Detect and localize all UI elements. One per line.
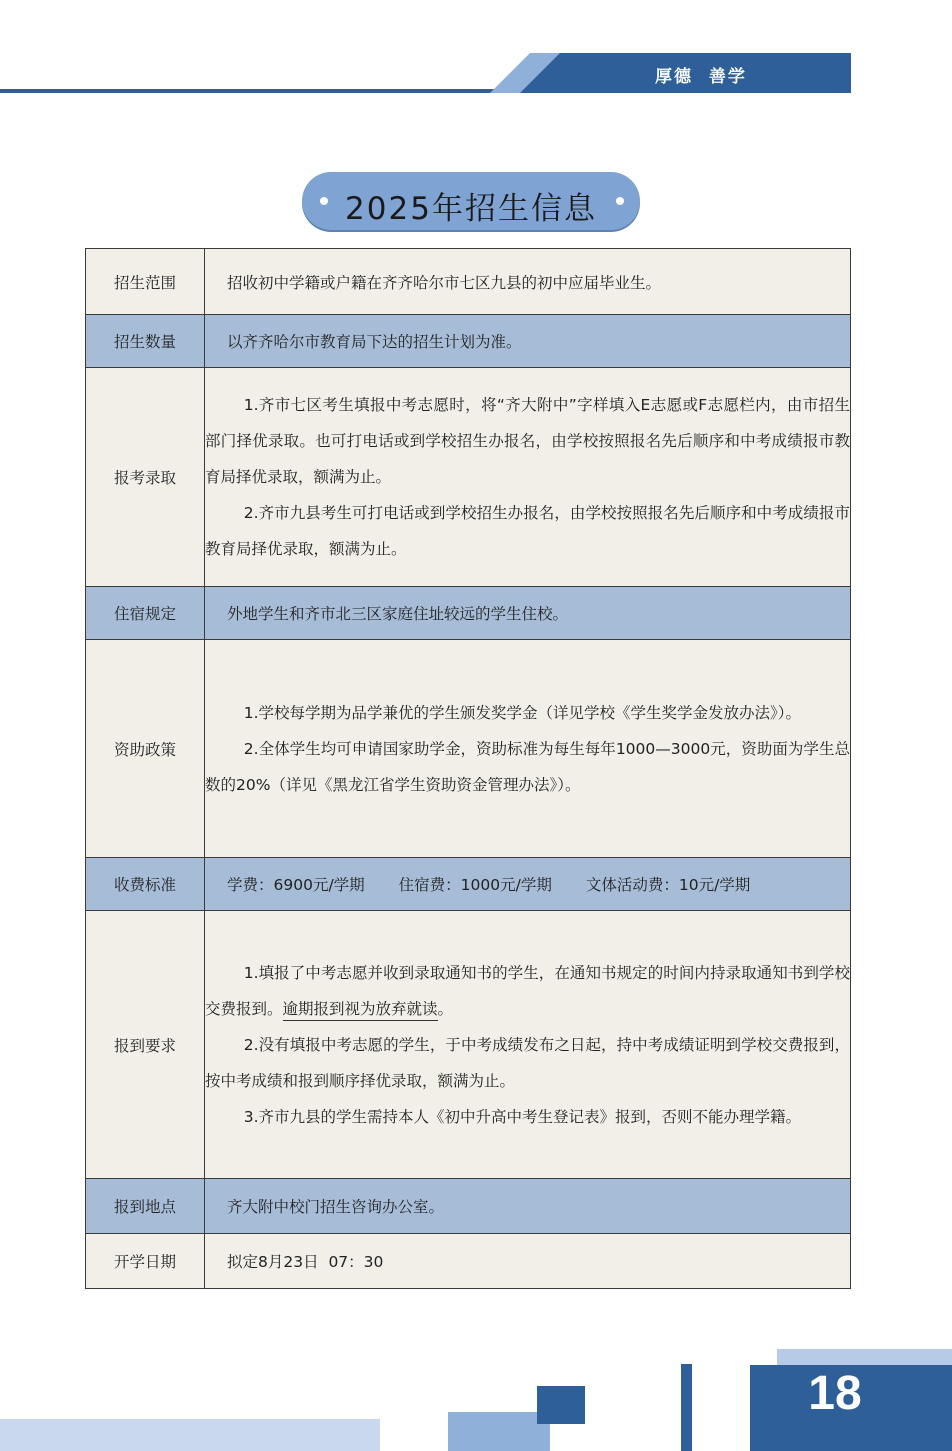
- table-row: [86, 587, 851, 640]
- row-value: [205, 249, 851, 315]
- table-row: [86, 249, 851, 315]
- footer-block-light: [0, 1419, 380, 1451]
- row-value: [205, 640, 851, 858]
- dorm-fee: 住宿费：1000元/学期: [398, 876, 552, 894]
- report-paragraph-1: [205, 955, 850, 1027]
- row-label: 招生数量: [86, 315, 205, 368]
- table-row: [86, 1234, 851, 1289]
- place-text: 齐大附中校门招生咨询办公室。: [227, 1198, 445, 1216]
- row-label: 收费标准: [86, 858, 205, 911]
- row-label: 报到地点: [86, 1179, 205, 1234]
- row-label: 开学日期: [86, 1234, 205, 1289]
- table-row: [86, 315, 851, 368]
- tuition-fee: 学费：6900元/学期: [227, 876, 365, 894]
- page-number: 18: [808, 1367, 862, 1420]
- row-value: [205, 315, 851, 368]
- row-value: [205, 1179, 851, 1234]
- row-label: 资助政策: [86, 640, 205, 858]
- table-row: [86, 368, 851, 587]
- footer-block-mid: [448, 1412, 550, 1451]
- apply-paragraph-2: 2.齐市九县考生可打电话或到学校招生办报名，由学校按照报名先后顺序和中考成绩报市教育局择优录取，额满为止。: [205, 504, 850, 558]
- table-row: [86, 911, 851, 1179]
- admission-table: [85, 248, 851, 1289]
- table-row: [86, 858, 851, 911]
- quota-text: 以齐齐哈尔市教育局下达的招生计划为准。: [227, 333, 522, 351]
- table-row: [86, 1179, 851, 1234]
- row-value: [205, 587, 851, 640]
- row-label: 报考录取: [86, 368, 205, 587]
- row-value: [205, 368, 851, 587]
- scope-text: 招收初中学籍或户籍在齐齐哈尔市七区九县的初中应届毕业生。: [227, 273, 662, 292]
- page-title: 2025年招生信息: [345, 191, 597, 227]
- aid-paragraph-1: 1.学校每学期为品学兼优的学生颁发奖学金（详见学校《学生奖学金发放办法》）。: [243, 703, 802, 722]
- report-paragraph-2: 2.没有填报中考志愿的学生，于中考成绩发布之日起，持中考成绩证明到学校交费报到，按中考成绩和报到顺序择优录取，额满为止。: [205, 1035, 850, 1090]
- row-label: 招生范围: [86, 249, 205, 315]
- report-p1-end: 。: [437, 999, 454, 1018]
- fee-line: [205, 873, 850, 895]
- row-value: [205, 1234, 851, 1289]
- footer-block-dark: [537, 1386, 585, 1424]
- row-label: 住宿规定: [86, 587, 205, 640]
- footer-bar: [681, 1364, 692, 1451]
- row-value: [205, 858, 851, 911]
- row-label: 报到要求: [86, 911, 205, 1179]
- apply-paragraph-1: 1.齐市七区考生填报中考志愿时，将“齐大附中”字样填入E志愿或F志愿栏内，由市招生部门择优录取。也可打电话或到学校招生办报名，由学校按照报名先后顺序和中考成绩报市教育局择优录取，额满为止。: [205, 396, 850, 486]
- row-value: [205, 911, 851, 1179]
- lodging-text: 外地学生和齐市北三区家庭住址较远的学生住校。: [227, 605, 569, 623]
- report-underlined-note: 逾期报到视为放弃就读: [283, 1000, 438, 1021]
- title-pill: [302, 172, 640, 230]
- start-text: 拟定8月23日 07：30: [227, 1253, 384, 1271]
- table-row: [86, 640, 851, 858]
- aid-paragraph-2: 2.全体学生均可申请国家助学金，资助标准为每生每年1000—3000元，资助面为学生总数的20%（详见《黑龙江省学生资助资金管理办法》）。: [205, 739, 850, 794]
- report-p1-text: 1.填报了中考志愿并收到录取通知书的学生，在通知书规定的时间内持录取通知书到学校交费报到。: [205, 963, 850, 1018]
- footer-strip: [777, 1349, 952, 1365]
- header-slogan: 厚德 善学: [655, 67, 747, 87]
- report-paragraph-3: 3.齐市九县的学生需持本人《初中升高中考生登记表》报到，否则不能办理学籍。: [243, 1107, 802, 1126]
- activity-fee: 文体活动费：10元/学期: [585, 876, 751, 894]
